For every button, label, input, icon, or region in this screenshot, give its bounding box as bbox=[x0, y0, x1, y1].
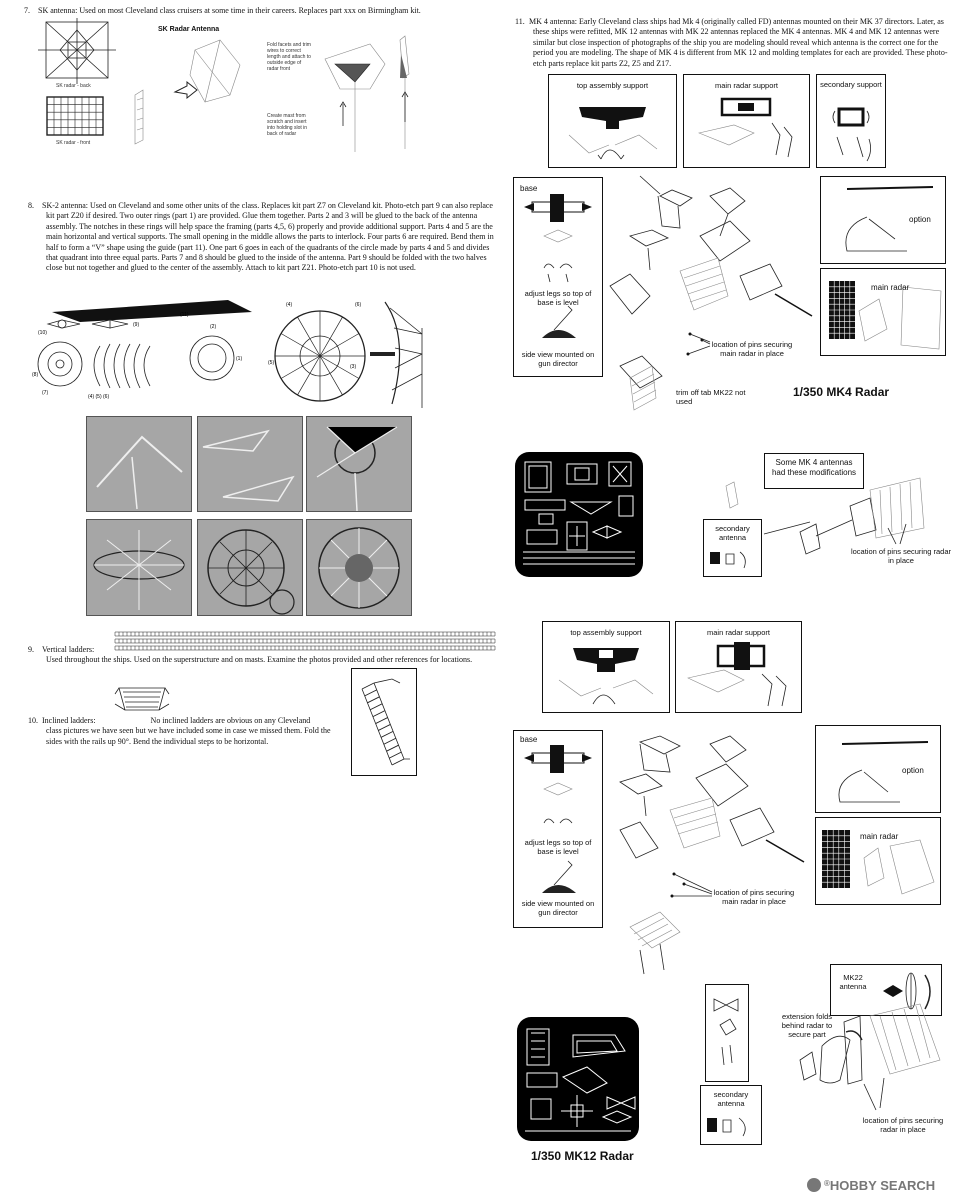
section-number: 9. bbox=[28, 645, 34, 654]
vertical-ladders-paragraph bbox=[28, 645, 486, 666]
label-pins-main: location of pins securing main radar in place bbox=[711, 340, 793, 358]
mk4-antenna-paragraph bbox=[515, 17, 957, 69]
label-main-support: main radar support bbox=[707, 628, 770, 637]
sk-antenna-text: SK antenna: Used on most Cleveland class cruisers at some time in their careers. Replaces part xxx on Birmingham kit. bbox=[38, 6, 421, 15]
label-modifications: Some MK 4 antennas had these modifications bbox=[771, 458, 857, 477]
part-label: (10) bbox=[38, 330, 47, 336]
part-label: (8) bbox=[32, 372, 39, 378]
mk12-main-radar-box bbox=[815, 817, 941, 905]
sk-radar-title: SK Radar Antenna bbox=[158, 26, 220, 33]
part-label: (5) bbox=[268, 360, 275, 366]
mk4-base-box bbox=[513, 177, 603, 377]
watermark-mark: ® bbox=[824, 1179, 830, 1188]
mk12-top-assembly-box bbox=[542, 621, 670, 713]
label-adjust-legs: adjust legs so top of base is level bbox=[524, 289, 592, 307]
vertical-ladders-title: Vertical ladders: bbox=[42, 645, 95, 654]
sk-radar-back-drawing bbox=[38, 18, 118, 88]
part-label: (3) bbox=[350, 364, 357, 370]
inclined-ladders-text-1: No inclined ladders are obvious on any Cleveland bbox=[150, 716, 311, 725]
vertical-ladders-text: Used throughout the ships. Used on the superstructure and on masts. Examine the photos provided and other references for locations. bbox=[46, 655, 473, 665]
label-base: base bbox=[520, 735, 538, 744]
caption-sk-front: SK radar - front bbox=[56, 140, 91, 146]
mk4-top-assembly-box bbox=[548, 74, 677, 168]
mk12-base-box bbox=[513, 730, 603, 928]
mk4-main-support-box bbox=[683, 74, 810, 168]
label-option: option bbox=[902, 766, 924, 775]
inclined-ladder-illustration bbox=[351, 668, 417, 776]
mk4-radar-title: 1/350 MK4 Radar bbox=[793, 385, 890, 399]
label-secondary-antenna: secondary antenna bbox=[713, 1090, 749, 1108]
inclined-ladders-paragraph bbox=[28, 716, 346, 747]
label-main-radar: main radar bbox=[871, 283, 910, 292]
label-trim-tab: trim off tab MK22 not used bbox=[676, 388, 746, 406]
mk12-radar-title: 1/350 MK12 Radar bbox=[531, 1149, 634, 1163]
mk12-assembly-drawing bbox=[600, 712, 815, 982]
part-label: (4) bbox=[286, 302, 293, 308]
section-number: 7. bbox=[24, 6, 30, 15]
inclined-ladders-text-2: class pictures we have seen but we have included some in case we missed them. Fold the sides with the rails up 90°. Bend the individual steps to be horizontal. bbox=[46, 726, 331, 746]
watermark-brand: HOBBY SEARCH bbox=[829, 1178, 936, 1193]
part-label: (1) bbox=[236, 356, 243, 362]
mk12-secondary-antenna-box bbox=[700, 1085, 762, 1145]
svg-text:(4) (5) (6): (4) (5) (6) bbox=[88, 394, 110, 400]
sk-antenna-paragraph bbox=[24, 6, 494, 16]
mk4-antenna-text: MK 4 antenna: Early Cleveland class ships had Mk 4 (originally called FD) antennas mounted on their MK 37 directors. Later, as these ships were refitted, MK 12 antennas with MK 22 antennas replaced the MK 4 antennas. MK 4 and MK 12 antennas were similar but close inspection of photographs of the ship you are modeling should reveal which antenna is the correct one for the period you are modeling. The shape of MK 4 is different from MK 12 and molding templates for each are provided. These photo-etch parts replace kit parts Z2, Z5 and Z17. bbox=[529, 17, 948, 68]
label-base: base bbox=[520, 184, 538, 193]
label-secondary-antenna: secondary antenna bbox=[715, 524, 750, 542]
sk-note-mast: Create mast from scratch and insert into holding slot in back of radar bbox=[267, 113, 308, 137]
label-top-assembly: top assembly support bbox=[576, 81, 649, 90]
mk4-option-box bbox=[820, 176, 946, 264]
label-side-view: side view mounted on gun director bbox=[521, 899, 595, 917]
sk-radar-front-drawing bbox=[45, 95, 105, 137]
mk4-secondary-support-box bbox=[816, 74, 886, 168]
sk2-photo-1 bbox=[86, 416, 192, 512]
part-label: (11) bbox=[180, 312, 189, 318]
mk12-option-box bbox=[815, 725, 941, 813]
section-number: 11. bbox=[515, 17, 525, 26]
caption-sk-back: SK radar - back bbox=[56, 83, 91, 89]
section-number: 10. bbox=[28, 716, 38, 725]
label-pins-securing: location of pins securing radar in place bbox=[850, 547, 952, 565]
label-main-support: main radar support bbox=[715, 81, 778, 90]
label-mk22-antenna: MK22 antenna bbox=[839, 973, 867, 991]
part-label: (6) bbox=[355, 302, 362, 308]
sk2-photo-5 bbox=[197, 519, 303, 616]
mk12-mk22-assembly-drawing bbox=[760, 1000, 960, 1110]
sk-radar-side-drawing bbox=[315, 34, 420, 154]
hobby-search-logo-icon bbox=[807, 1178, 821, 1192]
sk2-photo-6 bbox=[306, 519, 412, 616]
inclined-ladders-title: Inclined ladders: bbox=[42, 716, 96, 725]
mk12-photo-etch-fret bbox=[517, 1017, 639, 1141]
label-main-radar: main radar bbox=[860, 832, 899, 841]
label-side-view: side view mounted on gun director bbox=[521, 350, 595, 368]
part-label: (7) bbox=[42, 390, 49, 396]
sk2-photo-3 bbox=[306, 416, 412, 512]
mk4-assembly-drawing bbox=[600, 166, 825, 426]
sk2-parts-drawing bbox=[30, 298, 490, 410]
label-pins-main: location of pins securing main radar in place bbox=[713, 888, 795, 906]
sk2-antenna-text: SK-2 antenna: Used on Cleveland and some other units of the class. Replaces kit part Z7 on Cleveland kit. Photo-etch part 9 can also replace kit part Z20 if desired. Two outer rings (part 1) are provided. Glue them together. Parts 2 and 3 will be glued to the back of the antenna assembly. The notches in these rings will help space the framing (parts 4,5, 6) properly and provide additional support. Parts 4 and 5 are the main horizontal and vertical supports. The small opening in the middle allows the parts to interlock. Four parts 6 are required. Bend them in half to form a “V” shape using the guide (part 11). One part 6 goes in each of the quadrants of the circle made by parts 4 and 5 and divides that quadrant into three equal parts. Parts 7 and 8 should be glued to the inside of the antenna. Part 9 should be folded with the two halves close but not together and glued to the center of the assembly. Attach to kit part Z21. Photo-etch part 10 is not used. bbox=[42, 201, 494, 273]
label-secondary-support: secondary support bbox=[820, 80, 882, 89]
label-option: option bbox=[909, 215, 931, 224]
sk2-antenna-paragraph bbox=[28, 201, 498, 274]
mk4-photo-etch-fret bbox=[515, 452, 643, 577]
part-label: (9) bbox=[133, 322, 140, 328]
section-number: 8. bbox=[28, 201, 34, 210]
part-label: (2) bbox=[210, 324, 217, 330]
inclined-ladder-part bbox=[115, 682, 170, 716]
hobby-search-watermark bbox=[807, 1178, 935, 1193]
mk4-main-radar-box bbox=[820, 268, 946, 356]
sk-radar-assembly-drawing bbox=[135, 40, 245, 145]
mk12-parts-box bbox=[705, 984, 749, 1082]
label-pins-securing: location of pins securing radar in place bbox=[862, 1116, 944, 1134]
sk2-photo-4 bbox=[86, 519, 192, 616]
label-adjust-legs: adjust legs so top of base is level bbox=[524, 838, 592, 856]
mk12-main-support-box bbox=[675, 621, 802, 713]
label-top-assembly: top assembly support bbox=[570, 628, 642, 637]
label-extension-folds: extension folds behind radar to secure part bbox=[781, 1012, 833, 1039]
sk2-photo-2 bbox=[197, 416, 303, 512]
sk-note-fold: Fold facets and trim wires to correct length and attach to outside edge of radar front bbox=[267, 42, 311, 72]
